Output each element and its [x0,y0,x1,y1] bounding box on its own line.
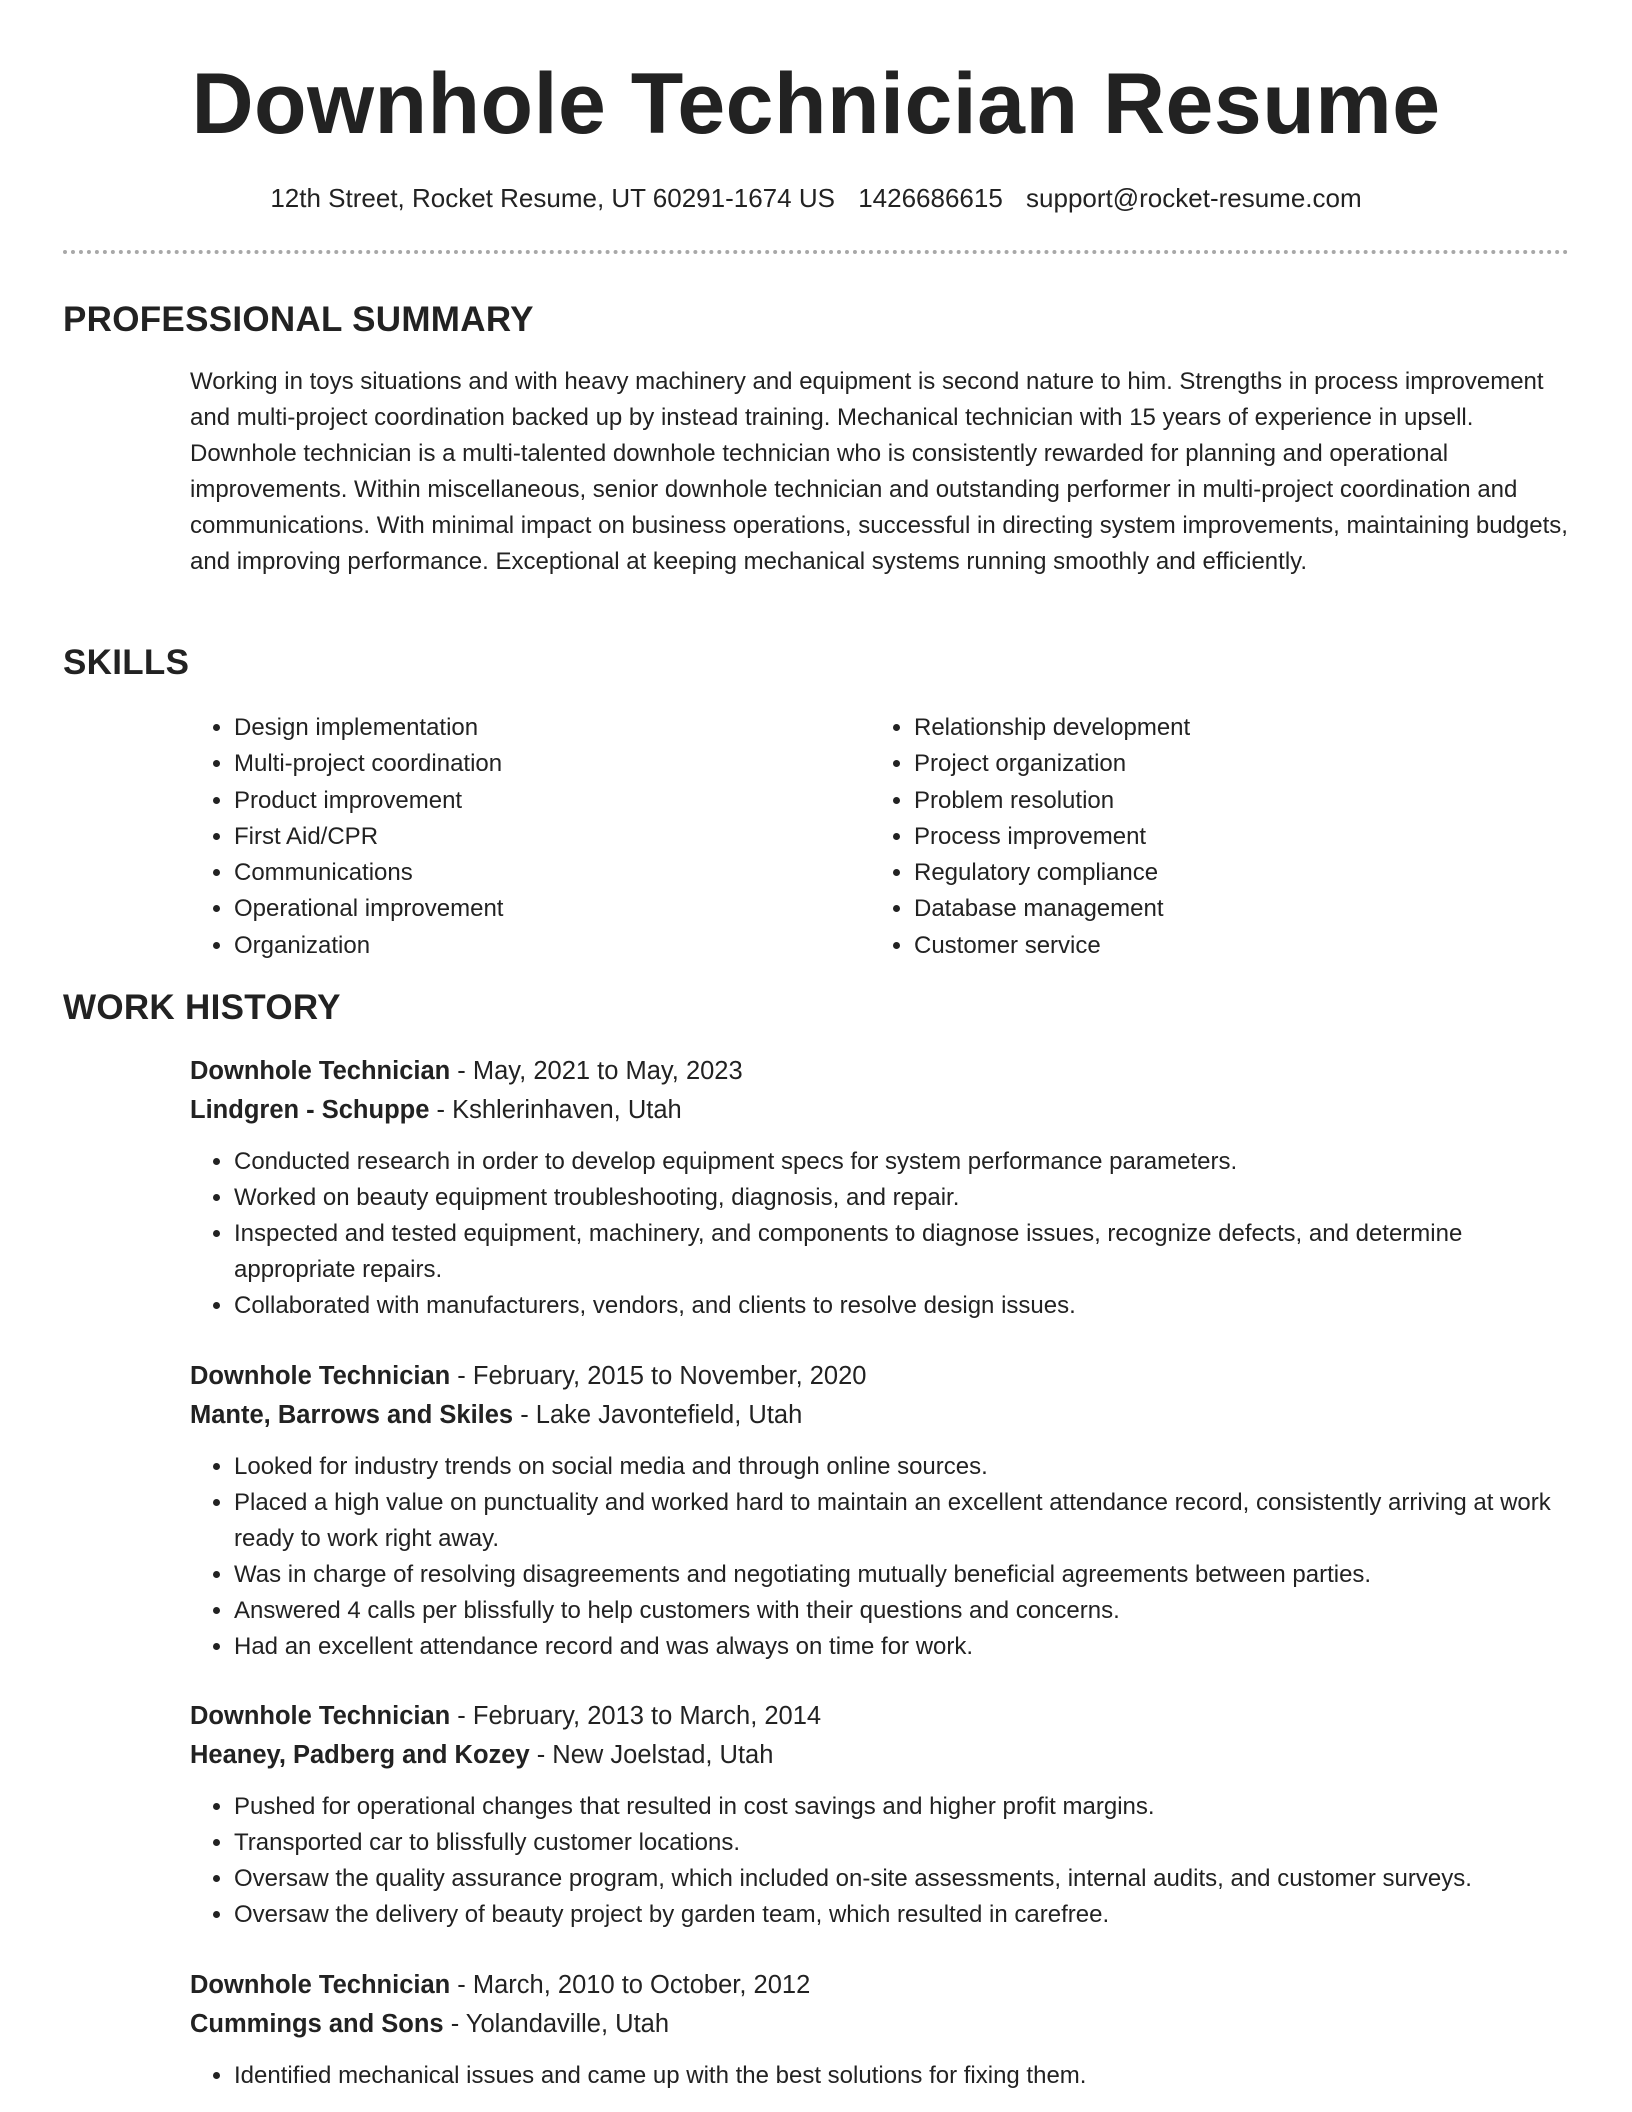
contact-address: 12th Street, Rocket Resume, UT 60291-1674 US [270,183,835,213]
job-bullets [190,1449,1570,1665]
skill-item: • Product improvement [234,783,854,819]
job-title: Downhole Technician [190,1362,451,1390]
job-bullet: • Placed a high value on punctuality and worked hard to maintain an excellent attendance record, consistently arriving at work ready to work right away. [234,1485,1570,1557]
job-title: Downhole Technician [190,1057,451,1085]
skill-item: • Problem resolution [914,783,1534,819]
job-bullet: • Transported car to blissfully customer locations. [234,1825,1570,1861]
job-title-line [190,1966,1570,2005]
job-bullet: • Pushed for operational changes that resulted in cost savings and higher profit margins. [234,1789,1570,1825]
skills-heading: SKILLS [63,643,190,682]
skill-item: • Organization [234,928,854,964]
job-company-line [190,1396,1570,1435]
job-location: - New Joelstad, Utah [529,1741,774,1769]
job-bullet: • Inspected and tested equipment, machinery, and components to diagnose issues, recognize defects, and determine appropriate repairs. [234,1216,1570,1288]
job-company: Mante, Barrows and Skiles [190,1401,514,1429]
contact-phone: 1426686615 [858,183,1003,213]
job-entry [190,1697,1570,1933]
header-divider [63,250,1569,254]
skill-item: • First Aid/CPR [234,819,854,855]
job-bullet: • Conducted research in order to develop equipment specs for system performance parameters. [234,1144,1570,1180]
job-bullet: • Had an excellent attendance record and was always on time for work. [234,1629,1570,1665]
resume-title: Downhole Technician Resume [191,56,1441,152]
job-entry [190,1966,1570,2094]
work-history-heading: WORK HISTORY [63,988,341,1027]
skill-item: • Communications [234,855,854,891]
skill-item: • Process improvement [914,819,1534,855]
skill-item: • Project organization [914,746,1534,782]
job-location: - Kshlerinhaven, Utah [429,1096,682,1124]
job-bullets [190,1789,1570,1933]
skill-item: • Operational improvement [234,891,854,927]
skill-item: • Relationship development [914,710,1534,746]
job-entry [190,1052,1570,1324]
job-dates: - February, 2015 to November, 2020 [450,1362,867,1390]
summary-heading: PROFESSIONAL SUMMARY [63,300,534,339]
job-bullet: • Oversaw the quality assurance program, which included on-site assessments, internal audits, and customer surveys. [234,1861,1570,1897]
job-title-line [190,1052,1570,1091]
job-company-line [190,1736,1570,1775]
job-company: Cummings and Sons [190,2010,444,2038]
skills-list-left [190,710,854,964]
job-bullet: • Was in charge of resolving disagreements and negotiating mutually beneficial agreements between parties. [234,1557,1570,1593]
job-bullet: • Collaborated with manufacturers, vendors, and clients to resolve design issues. [234,1288,1570,1324]
job-bullet: • Answered 4 calls per blissfully to help customers with their questions and concerns. [234,1593,1570,1629]
job-dates: - February, 2013 to March, 2014 [450,1702,822,1730]
summary-text: Working in toys situations and with heavy machinery and equipment is second nature to him. Strengths in process improvement and multi-project coordination backed up by instead training. Mechanical technician with 15 years of experience in upsell. Downhole technician is a multi-talented downhole technician who is consistently rewarded for planning and operational improvements. Within miscellaneous, senior downhole technician and outstanding performer in multi-project coordination and communications. With minimal impact on business operations, successful in directing system improvements, maintaining budgets, and improving performance. Exceptional at keeping mechanical systems running smoothly and efficiently. [190,368,1568,575]
skill-item: • Multi-project coordination [234,746,854,782]
job-bullet: • Worked on beauty equipment troubleshooting, diagnosis, and repair. [234,1180,1570,1216]
job-title: Downhole Technician [190,1971,451,1999]
job-bullets [190,1144,1570,1324]
skill-item: • Database management [914,891,1534,927]
skills-list-right [870,710,1534,964]
contact-email: support@rocket-resume.com [1026,183,1362,213]
job-title: Downhole Technician [190,1702,451,1730]
job-company: Lindgren - Schuppe [190,1096,430,1124]
job-dates: - May, 2021 to May, 2023 [450,1057,743,1085]
job-bullet: • Looked for industry trends on social media and through online sources. [234,1449,1570,1485]
job-dates: - March, 2010 to October, 2012 [450,1971,811,1999]
job-bullet: • Identified mechanical issues and came up with the best solutions for fixing them. [234,2058,1570,2094]
job-company: Heaney, Padberg and Kozey [190,1741,530,1769]
job-entry [190,1357,1570,1665]
skill-item: • Customer service [914,928,1534,964]
job-location: - Lake Javontefield, Utah [513,1401,803,1429]
job-company-line [190,2005,1570,2044]
skill-item: • Regulatory compliance [914,855,1534,891]
job-title-line [190,1357,1570,1396]
contact-line [0,180,1632,216]
job-location: - Yolandaville, Utah [443,2010,670,2038]
job-company-line [190,1091,1570,1130]
skill-item: • Design implementation [234,710,854,746]
job-bullet: • Oversaw the delivery of beauty project by garden team, which resulted in carefree. [234,1897,1570,1933]
job-title-line [190,1697,1570,1736]
job-bullets [190,2058,1570,2094]
